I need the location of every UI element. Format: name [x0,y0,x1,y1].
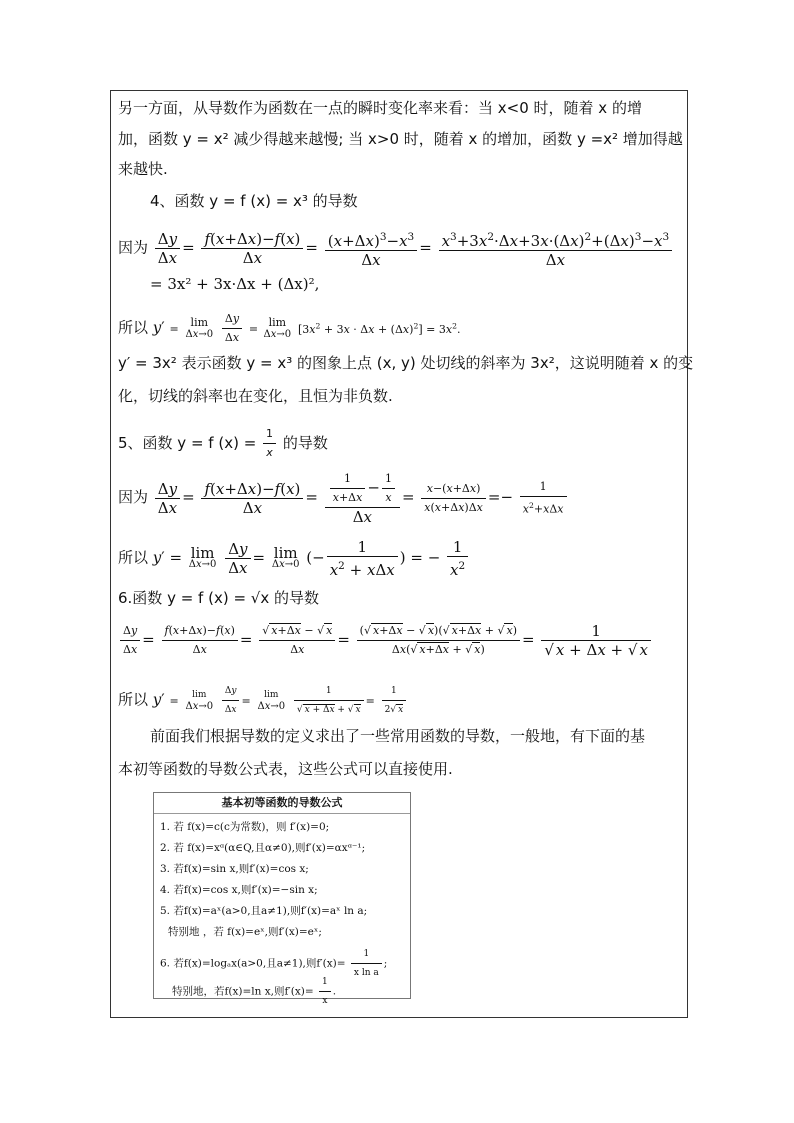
para1-line2: 加，函数 y = x² 减少得越来越慢; 当 x>0 时，随着 x 的增加，函数 y =x² 增加得越 [118,130,683,148]
table-row: 5. 若f(x)=aˣ(a>0,且a≠1),则f′(x)=aˣ ln a; [160,905,368,917]
s5-heading: 5、函数 y = f (x) = [118,434,257,452]
table-row: 6. 若f(x)=logₐx(a>0,且a≠1),则f′(x)= $\frac{1}{\text{x ln a}}$ ; [160,945,387,982]
frac-den: x ln a [353,968,379,978]
para2-line2: 本初等函数的导数公式表，这些公式可以直接使用. [118,760,453,778]
para1-line1: 另一方面，从导数作为函数在一点的瞬时变化率来看：当 x<0 时，随着 x 的增 [118,99,642,117]
s6-so: 所以 [118,690,149,709]
table-row-text: 特别地，若f(x)=ln x,则f′(x)= [172,985,314,998]
table-row-text: 6. 若f(x)=logₐx(a>0,且a≠1),则f′(x)= [160,957,346,970]
s5-so: 所以 [118,548,149,567]
s6-derivation-eq: $\frac{\Delta y}{\Delta x}$ = $\frac{f(x+\Delta x)-f(x)}{\Delta x}$ = $\frac{√ x+\Delta x - √ x}{\Delta x}$ = $\frac{(√ x+\Delta x - √ x)(√ x+\Delta x + √ x)}{\Delta x(√ x+\Delta x + √ x)}$ = $\frac{1}{√ x + \Delta x + √ x}$ [118,622,653,659]
s5-heading-tail: 的导数 [282,434,328,452]
s4-conclusion-line1: y′ = 3x² 表示函数 y = x³ 的图象上点 (x, y) 处切线的斜率为 3x²，这说明随着 x 的变 [118,354,694,372]
table-title: 基本初等函数的导数公式 [154,793,410,814]
table-row: 2. 若 f(x)=xᵅ(α∈Q,且α≠0),则f′(x)=αxᵅ⁻¹; [160,842,366,854]
s5-because: 因为 [118,488,149,506]
frac-den: x [322,996,328,1006]
s5-derivation-eq: 因为 $\frac{\Delta y}{\Delta x}$ = $\frac{f(x+\Delta x)-f(x)}{\Delta x}$ = $\frac{1}{x+\Delta x}$ − $\frac{1}{x}$ Δx = $\frac{x-(x+\Delta x)}{x(x+\Delta x)\Delta x}$ =− $\frac{1}{x^2+x\Delta x}$ [118,470,569,526]
s4-so: 所以 [118,318,149,337]
s5-limit-eq: 所以 y′ = lim Δx→0 $\frac{\Delta y}{\Delta x}$ = lim Δx→0 (− $\frac{1}{x^2 + x\Delta x}$ ) = − $\frac{1}{x^2}$ [118,538,470,579]
table-row: 4. 若f(x)=cos x,则f′(x)=−sin x; [160,884,318,896]
table-row: 3. 若f(x)=sin x,则f′(x)=cos x; [160,863,309,875]
s4-conclusion-line2: 化，切线的斜率也在变化，且恒为非负数. [118,387,393,405]
s5-heading-row: 5、函数 y = f (x) = $\frac{1}{x}$ 的导数 [118,427,328,459]
s4-derivation-eq: 因为 $\frac{\Delta y}{\Delta x}$ = $\frac{f(x+\Delta x)-f(x)}{\Delta x}$ = $\frac{(x+\Delta x)^3-x^3}{\Delta x}$ = $\frac{x^3+3x^2\cdot\Delta x+3x\cdot(\Delta x)^2+(\Delta x)^3-x^3}{\Delta x}$ [118,228,674,269]
s6-heading: 6.函数 y = f (x) = √x 的导数 [118,589,319,607]
frac-num: 1 [351,945,382,964]
table-row: 特别地，若f(x)=ln x,则f′(x)= $\frac{1}{x}$ . [172,973,336,1010]
table-row: 特别地 ，若 f(x)=eˣ,则f′(x)=eˣ; [168,926,322,938]
s4-limit-eq: 所以 y′ = lim Δx→0 $\frac{\Delta y}{\Delta x}$ = lim Δx→0 $[3x^2 + 3x \cdot \Delta x + (\Delta x)^2] = 3x^2$. [118,312,461,344]
s6-limit-eq: 所以 y′ = lim Δx→0 $\frac{\Delta y}{\Delta x}$ = lim Δx→0 $\frac{1}{√ x + \Delta x + √ x}$ = $\frac{1}{2√ x}$ [118,682,408,719]
para2-line1: 前面我们根据导数的定义求出了一些常用函数的导数，一般地，有下面的基 [150,727,646,745]
table-row: 1. 若 f(x)=c(c为常数)，则 f′(x)=0; [160,821,330,833]
derivative-formula-table [153,792,411,1006]
s4-eq-line2: = 3x² + 3x·Δx + (Δx)², [150,275,320,293]
frac-num: 1 [319,973,331,992]
s4-because: 因为 [118,238,149,257]
para1-line3: 来越快. [118,160,168,178]
s4-heading: 4、函数 y = f (x) = x³ 的导数 [150,192,358,210]
